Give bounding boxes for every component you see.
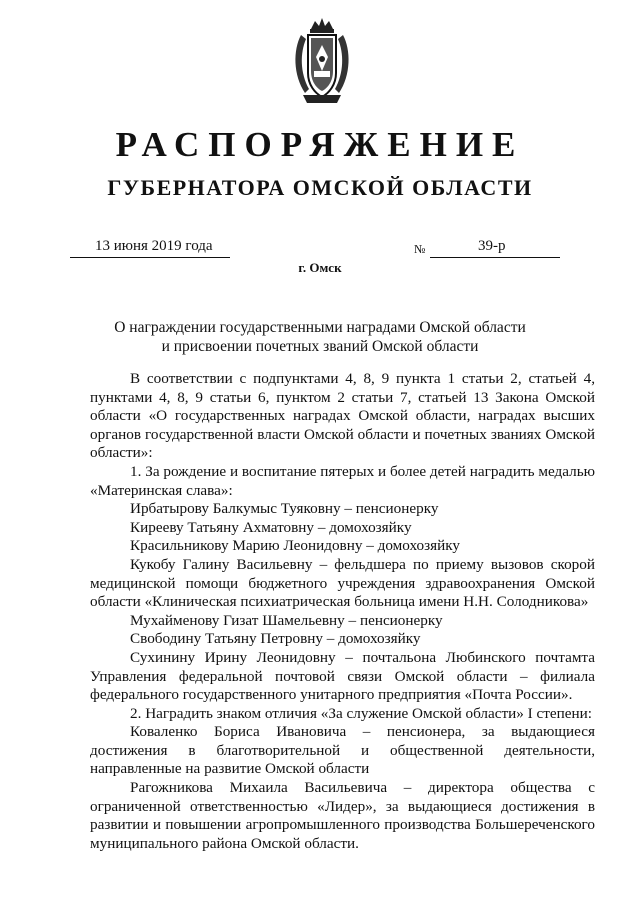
- document-heading: [90, 318, 550, 356]
- paragraph: Кукобу Галину Васильевну – фельдшера по приему вызовов скорой медицинской помощи бюджетного учреждения здравоохранения Омской области «Клиническая психиатрическая больница имени Н.Н. Солодникова»: [90, 555, 595, 611]
- heading-line: О награждении государственными наградами Омской области: [114, 319, 526, 336]
- coat-of-arms-emblem: [291, 15, 353, 107]
- paragraph: 1. За рождение и воспитание пятерых и более детей наградить медалью «Материнская слава»:: [90, 462, 595, 499]
- paragraph: Свободину Татьяну Петровну – домохозяйку: [130, 630, 421, 648]
- document-subtitle: ГУБЕРНАТОРА ОМСКОЙ ОБЛАСТИ: [107, 175, 533, 200]
- paragraph: Ирбатырову Балкумыс Туяковну – пенсионерку: [130, 500, 439, 518]
- number-label: №: [414, 242, 426, 256]
- paragraph: Коваленко Бориса Ивановича – пенсионера, за выдающиеся достижения в благотворительной и общественной деятельности, направленные на развитие Омской области: [90, 723, 595, 778]
- document-city: г. Омск: [298, 260, 342, 275]
- paragraph: Кирееву Татьяну Ахматовну – домохозяйку: [130, 518, 412, 536]
- heading-line: и присвоении почетных званий Омской области: [161, 338, 479, 355]
- paragraph: Рагожникова Михаила Васильевича – директора общества с ограниченной ответственностью «Лидер», за выдающиеся достижения в развитии и повышении агропромышленного производства Большереченского муниципального района Омской области.: [90, 779, 595, 852]
- paragraph: 2. Наградить знаком отличия «За служение Омской области» I степени:: [130, 704, 592, 722]
- paragraph: Мухайменову Гизат Шамельевну – пенсионерку: [130, 611, 443, 629]
- paragraph: Красильникову Марию Леонидовну – домохозяйку: [130, 537, 460, 555]
- paragraph: В соответствии с подпунктами 4, 8, 9 пункта 1 статьи 2, статьей 4, пунктами 4, 8, 9 статьи 6, пунктом 2 статьи 7, статьей 13 Закона Омской области «О государственных наградах Омской области, наградах высших органов государственной власти Омской области и почетных званиях Омской области»:: [90, 370, 595, 462]
- paragraph: Сухинину Ирину Леонидовну – почтальона Любинского почтамта Управления федеральной почтовой связи Омской области – филиала федерального государственного унитарного предприятия «Почта России».: [90, 648, 595, 704]
- document-date: 13 июня 2019 года: [70, 238, 230, 258]
- document-title: РАСПОРЯЖЕНИЕ: [115, 125, 525, 164]
- document-body: [90, 370, 595, 853]
- document-number: 39-р: [430, 238, 560, 258]
